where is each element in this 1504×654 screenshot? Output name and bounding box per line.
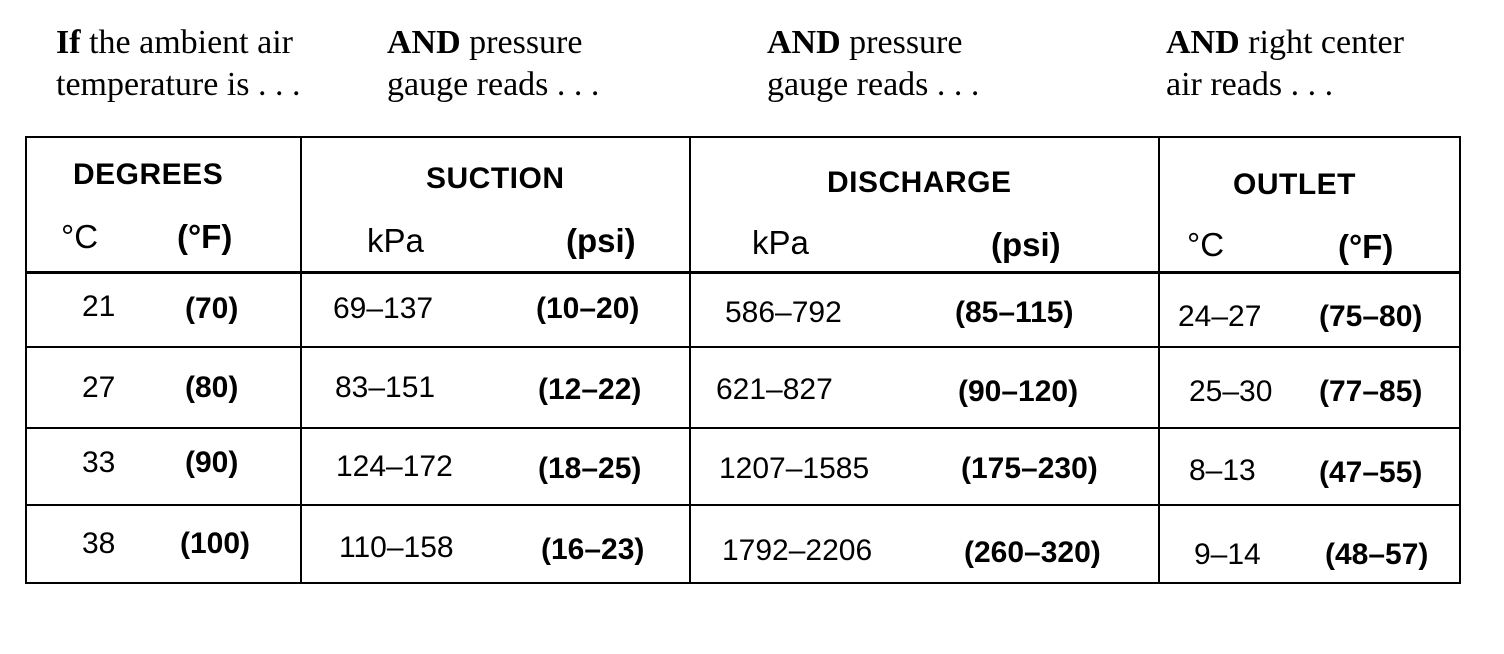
row4-degrees-f: (100) <box>180 527 251 560</box>
intro-line1: the ambient air <box>80 24 293 61</box>
row4-degrees-c: 38 <box>82 527 116 560</box>
row4-suction-kpa: 110–158 <box>339 531 454 564</box>
row1-discharge-kpa: 586–792 <box>725 296 842 329</box>
column-divider <box>1158 138 1160 582</box>
intro-line2: air reads . . . <box>1166 66 1334 103</box>
ac-performance-table <box>25 136 1461 584</box>
row-divider <box>27 427 1459 429</box>
suction-psi-unit: (psi) <box>566 222 636 259</box>
row1-discharge-psi: (85–115) <box>955 296 1074 329</box>
row4-suction-psi: (16–23) <box>541 533 645 566</box>
intro-lead: AND <box>1166 24 1240 61</box>
row1-outlet-c: 24–27 <box>1178 300 1262 333</box>
row1-suction-kpa: 69–137 <box>333 292 434 325</box>
intro-lead: If <box>56 24 81 61</box>
intro-line2: gauge reads . . . <box>387 66 600 103</box>
column-divider <box>689 138 691 582</box>
row2-suction-kpa: 83–151 <box>335 371 436 404</box>
column-divider <box>300 138 302 582</box>
row-divider <box>27 346 1459 348</box>
row1-degrees-f: (70) <box>185 292 239 325</box>
row3-discharge-psi: (175–230) <box>961 452 1098 485</box>
intro-discharge-gauge <box>767 22 979 106</box>
intro-line1: right center <box>1239 24 1404 61</box>
intro-outlet-air <box>1166 22 1404 106</box>
row3-outlet-c: 8–13 <box>1189 454 1256 487</box>
row4-discharge-kpa: 1792–2206 <box>722 534 873 567</box>
intro-line1: pressure <box>460 24 583 61</box>
degrees-celsius-unit: °C <box>61 218 99 255</box>
row2-discharge-psi: (90–120) <box>958 375 1079 408</box>
row2-degrees-c: 27 <box>82 371 116 404</box>
discharge-kpa-unit: kPa <box>752 224 809 261</box>
intro-lead: AND <box>387 24 461 61</box>
row-divider <box>27 504 1459 506</box>
row3-suction-kpa: 124–172 <box>336 450 453 483</box>
row1-degrees-c: 21 <box>82 290 116 323</box>
row2-degrees-f: (80) <box>185 371 239 404</box>
intro-lead: AND <box>767 24 841 61</box>
row4-outlet-c: 9–14 <box>1194 538 1261 571</box>
outlet-celsius-unit: °C <box>1187 226 1225 263</box>
discharge-header: DISCHARGE <box>827 166 1012 199</box>
suction-kpa-unit: kPa <box>367 222 424 259</box>
row3-discharge-kpa: 1207–1585 <box>719 452 870 485</box>
row3-suction-psi: (18–25) <box>538 452 642 485</box>
row3-outlet-f: (47–55) <box>1319 456 1423 489</box>
row2-suction-psi: (12–22) <box>538 373 642 406</box>
intro-line1: pressure <box>840 24 963 61</box>
intro-suction-gauge <box>387 22 599 106</box>
intro-ambient-temperature <box>56 22 301 106</box>
degrees-header: DEGREES <box>73 158 224 191</box>
row3-degrees-f: (90) <box>185 446 239 479</box>
row4-outlet-f: (48–57) <box>1325 538 1429 571</box>
discharge-psi-unit: (psi) <box>991 226 1061 263</box>
degrees-fahrenheit-unit: (°F) <box>177 218 233 255</box>
outlet-fahrenheit-unit: (°F) <box>1338 228 1394 265</box>
row2-outlet-c: 25–30 <box>1189 375 1273 408</box>
row2-outlet-f: (77–85) <box>1319 375 1423 408</box>
row4-discharge-psi: (260–320) <box>964 536 1101 569</box>
intro-line2: temperature is . . . <box>56 66 301 103</box>
row1-suction-psi: (10–20) <box>536 292 640 325</box>
row1-outlet-f: (75–80) <box>1319 300 1423 333</box>
row3-degrees-c: 33 <box>82 446 116 479</box>
intro-line2: gauge reads . . . <box>767 66 980 103</box>
row2-discharge-kpa: 621–827 <box>716 373 833 406</box>
suction-header: SUCTION <box>426 162 565 195</box>
header-divider <box>27 271 1459 274</box>
outlet-header: OUTLET <box>1233 168 1356 201</box>
